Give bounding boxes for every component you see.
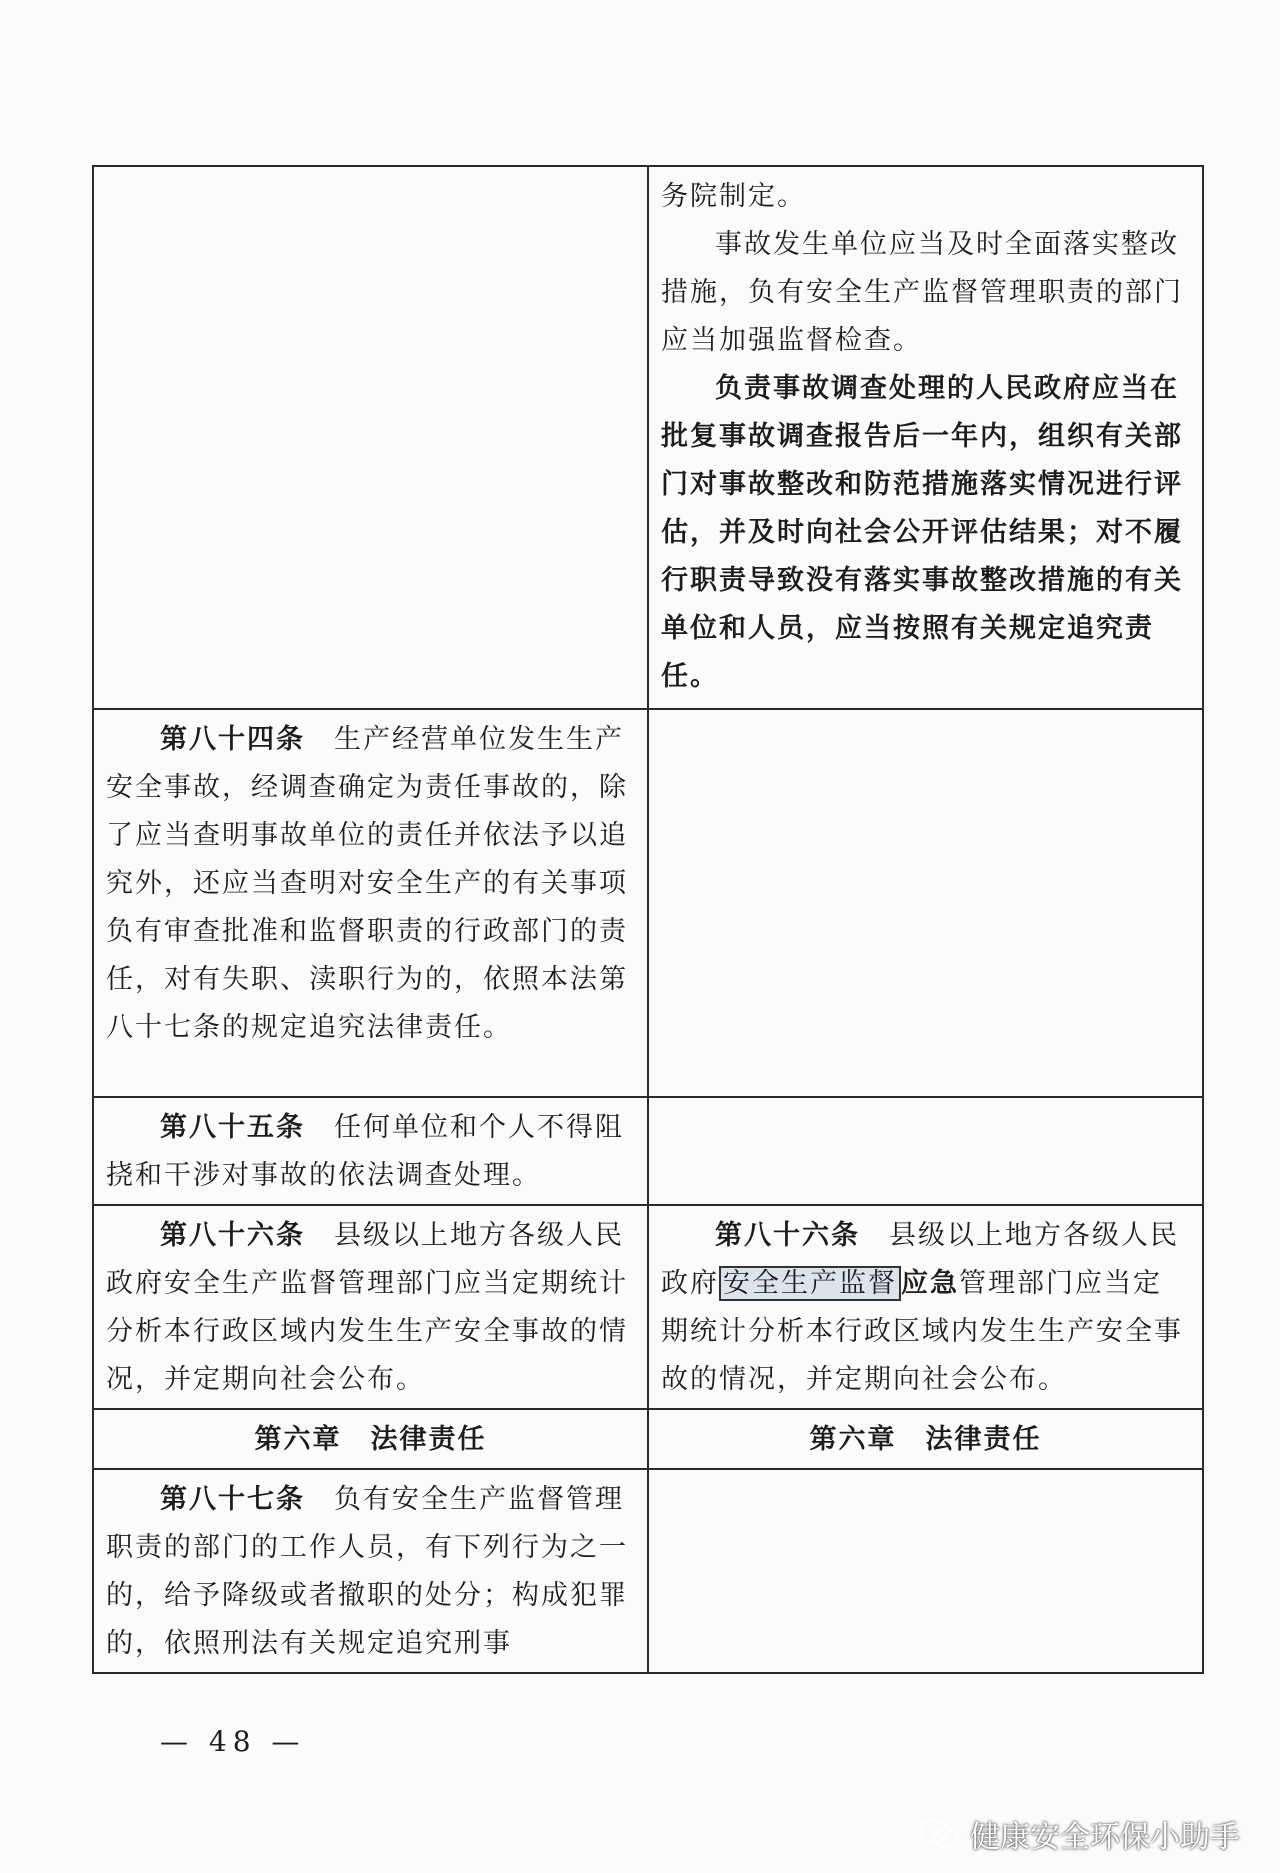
table-cell-right <box>648 1205 1203 1409</box>
article-number: 第八十四条 <box>160 724 305 755</box>
article-number: 第八十六条 <box>715 1220 860 1251</box>
table-row <box>93 1409 1203 1469</box>
article-text: 负有安全生产监督管理职责的部门的工作人员，有下列行为之一的，给予降级或者撤职的处分；构成犯罪的，依照刑法有关规定追究刑事 <box>106 1484 628 1659</box>
article-number: 第八十七条 <box>160 1484 305 1515</box>
table-row <box>93 1469 1203 1673</box>
table-cell-right-empty <box>648 709 1203 1097</box>
article-number: 第八十五条 <box>160 1112 305 1143</box>
table-cell-right-empty <box>648 1469 1203 1673</box>
table-cell-left-empty <box>93 166 648 709</box>
paragraph: 务院制定。 <box>661 181 806 212</box>
chapter-heading-right: 第六章 法律责任 <box>648 1409 1203 1469</box>
inserted-text: 应急 <box>901 1268 959 1299</box>
paragraph-bold-amendment: 负责事故调查处理的人民政府应当在批复事故调查报告后一年内，组织有关部门对事故整改和防范措施落实情况进行评估，并及时向社会公开评估结果；对不履行职责导致没有落实事故整改措施的有关单位和人员，应当按照有关规定追究责任。 <box>661 373 1183 692</box>
article-text: 县级以上地方各级人民政府 <box>661 1220 1179 1299</box>
watermark-text: 健康安全环保小助手 <box>970 1820 1240 1855</box>
table-row <box>93 709 1203 1097</box>
watermark <box>918 1812 1240 1856</box>
wechat-icon <box>918 1817 960 1851</box>
table-cell-left <box>93 709 648 1097</box>
article-text: 生产经营单位发生生产安全事故，经调查确定为责任事故的，除了应当查明事故单位的责任并依法予以追究外，还应当查明对安全生产的有关事项负有审查批准和监督职责的行政部门的责任，对有失职、渎职行为的，依照本法第八十七条的规定追究法律责任。 <box>106 724 628 1043</box>
paragraph: 事故发生单位应当及时全面落实整改措施，负有安全生产监督管理职责的部门应当加强监督检查。 <box>661 229 1183 356</box>
article-number: 第八十六条 <box>160 1220 305 1251</box>
article-text: 管理部门应当定期统计分析本行政区域内发生生产安全事故的情况，并定期向社会公布。 <box>661 1268 1183 1395</box>
comparison-table <box>92 165 1204 1674</box>
article-text: 任何单位和个人不得阻挠和干涉对事故的依法调查处理。 <box>106 1112 624 1191</box>
table-cell-right-empty <box>648 1097 1203 1205</box>
table-row <box>93 166 1203 709</box>
page-number: — 48 — <box>160 1725 306 1758</box>
article-text: 县级以上地方各级人民政府安全生产监督管理部门应当定期统计分析本行政区域内发生生产安全事故的情况，并定期向社会公布。 <box>106 1220 628 1395</box>
table-row <box>93 1097 1203 1205</box>
table-cell-right <box>648 166 1203 709</box>
chapter-heading-left: 第六章 法律责任 <box>93 1409 648 1469</box>
table-cell-left <box>93 1205 648 1409</box>
table-row <box>93 1205 1203 1409</box>
table-cell-left <box>93 1097 648 1205</box>
table-cell-left <box>93 1469 648 1673</box>
deleted-text-box: 安全生产监督 <box>719 1266 901 1301</box>
